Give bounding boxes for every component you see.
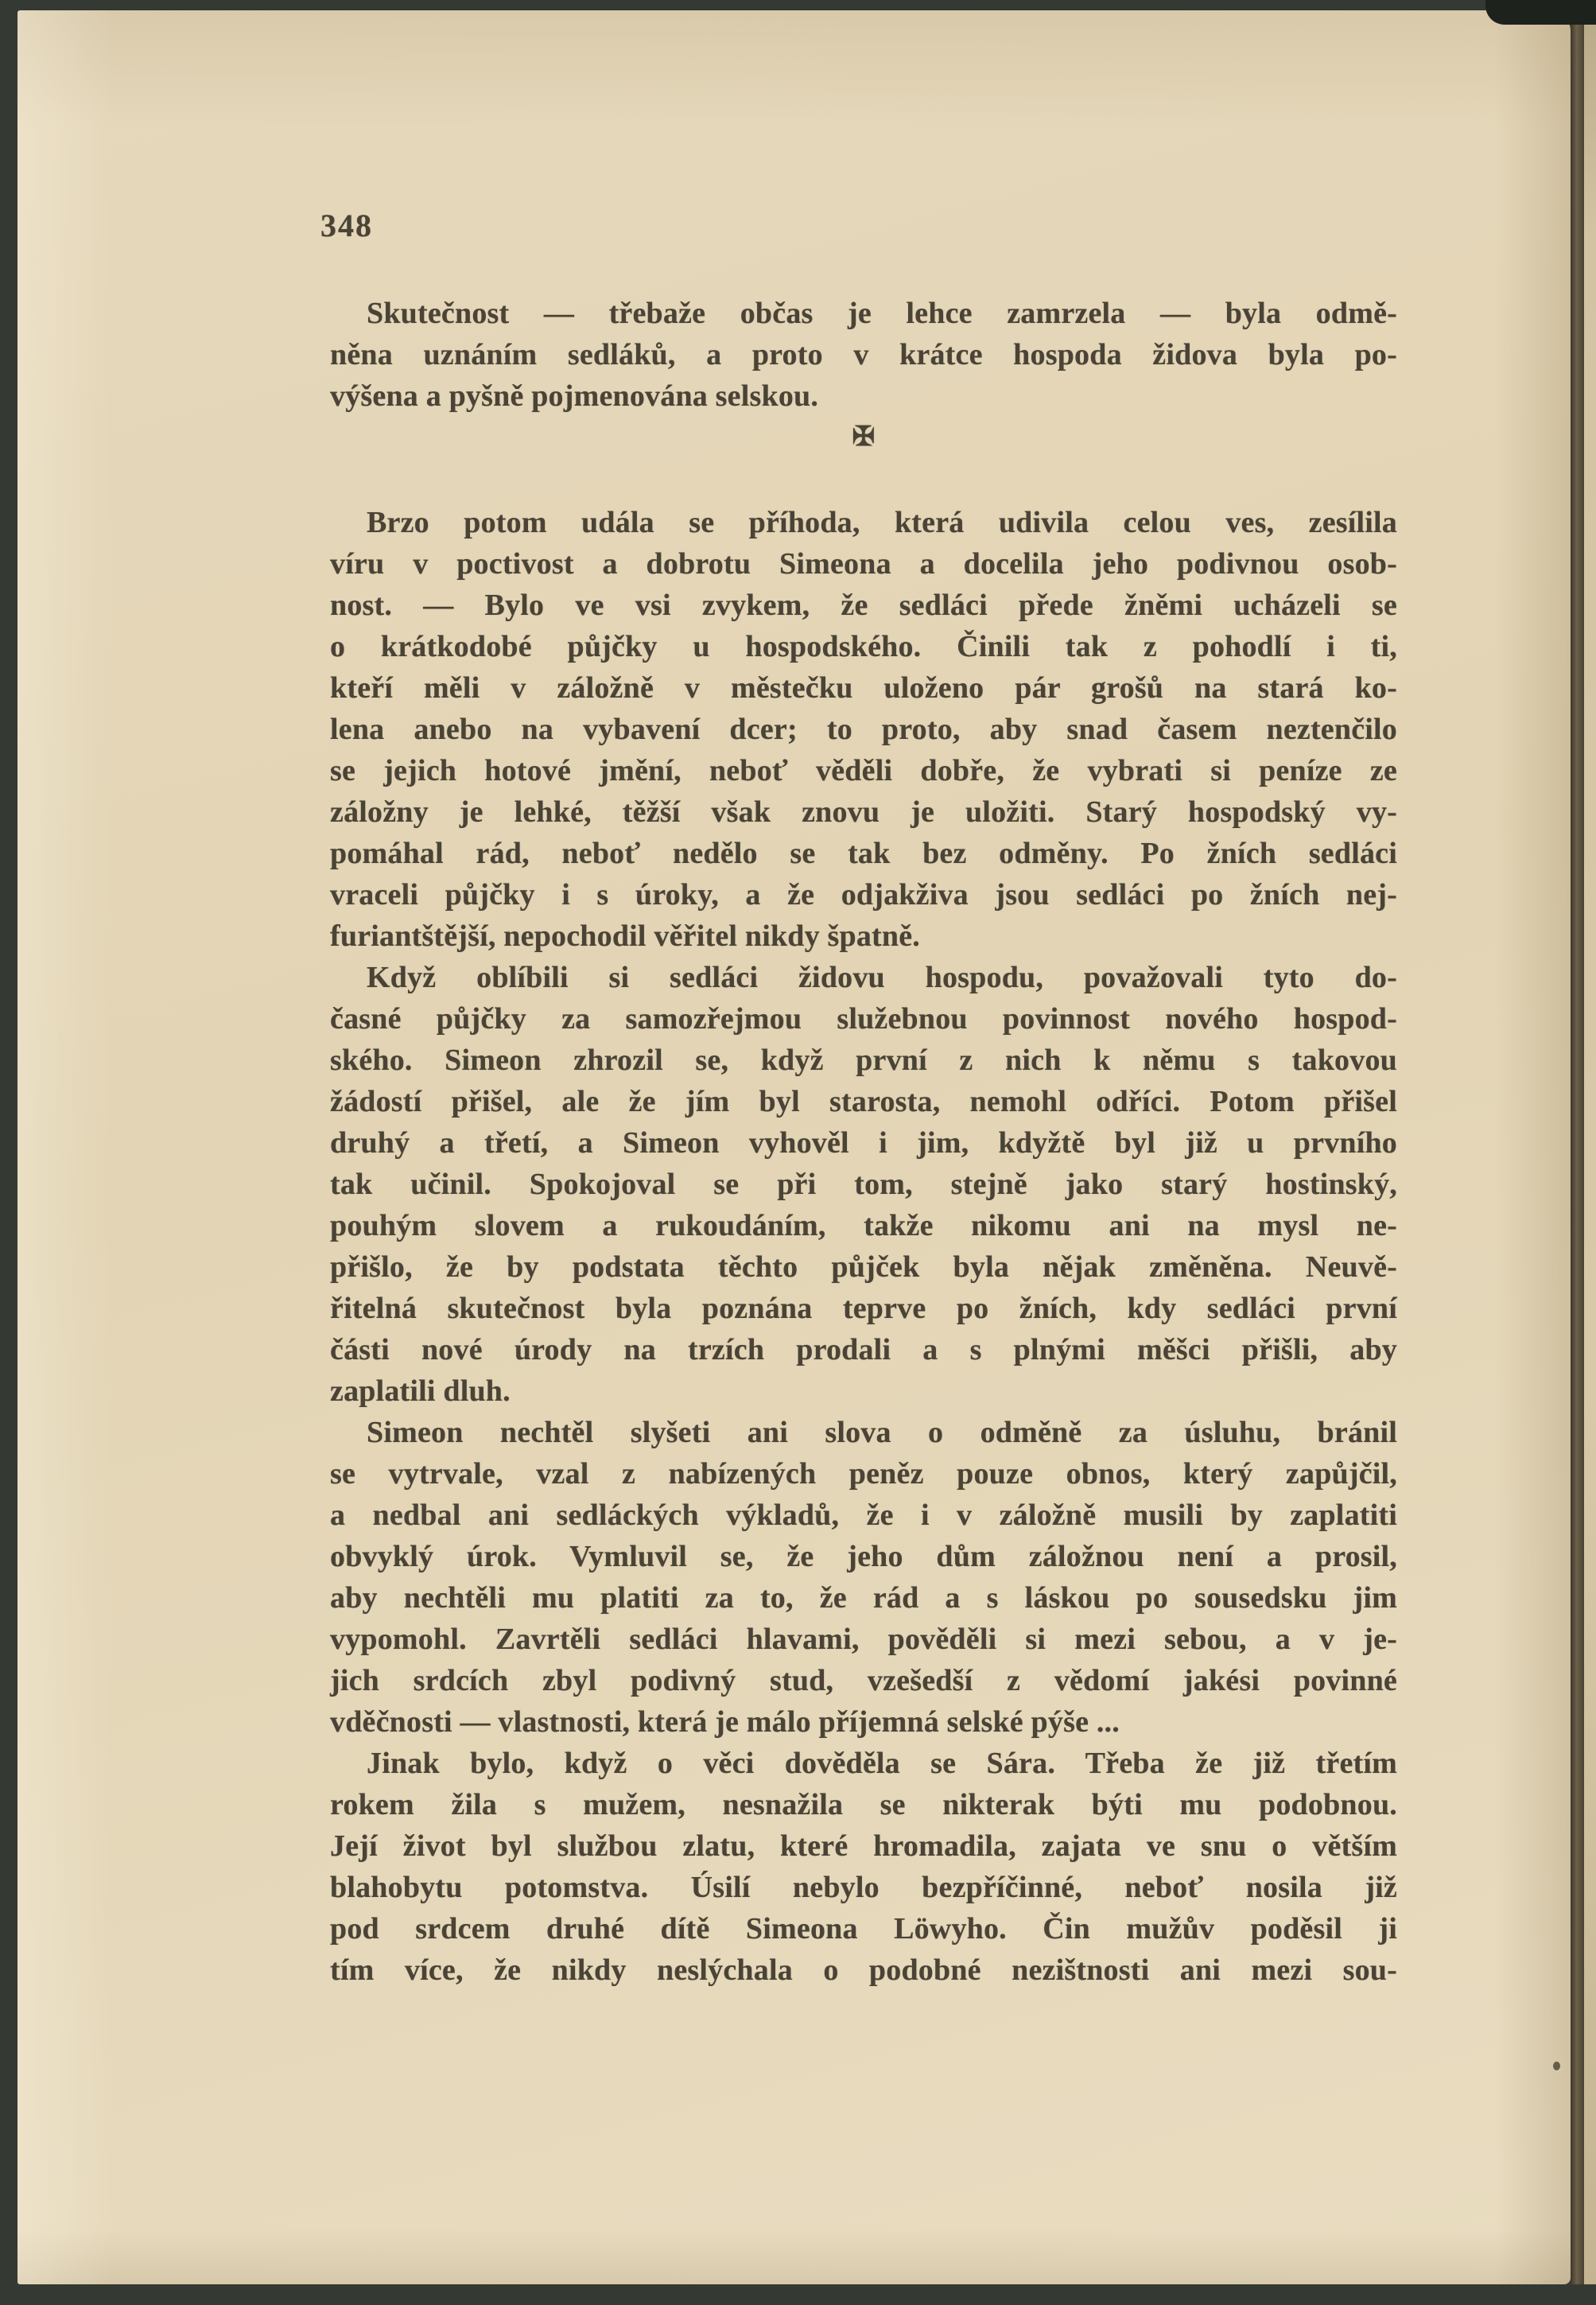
text-line: a nedbal ani sedláckých výkladů, že i v záložně musili by zaplatiti bbox=[330, 1498, 1397, 1532]
text-line: furiantštější, nepochodil věřitel nikdy špatně. bbox=[330, 919, 920, 953]
text-line: nost. — Bylo ve vsi zvykem, že sedláci přede žněmi ucházeli se bbox=[330, 589, 1397, 622]
text-line: řitelná skutečnost byla poznána teprve po žních, kdy sedláci první bbox=[330, 1292, 1397, 1325]
text-line: tak učinil. Spokojoval se při tom, stejně jako starý hostinský, bbox=[330, 1168, 1397, 1201]
text-line: něna uznáním sedláků, a proto v krátce hospoda židova byla po- bbox=[330, 338, 1397, 371]
page-number: 348 bbox=[320, 208, 373, 243]
text-column bbox=[330, 293, 1397, 1991]
text-line: jich srdcích zbyl podivný stud, vzešedší z vědomí jakési povinné bbox=[330, 1664, 1397, 1697]
book-gutter-shadow bbox=[1571, 0, 1584, 2305]
text-line: zaplatili dluh. bbox=[330, 1374, 511, 1408]
text-line: se vytrvale, vzal z nabízených peněz pouze obnos, který zapůjčil, bbox=[330, 1457, 1397, 1491]
scan-edge-top bbox=[0, 0, 1596, 10]
paragraph bbox=[330, 957, 1397, 1412]
paragraph bbox=[330, 293, 1397, 417]
text-line: ského. Simeon zhrozil se, když první z nich k němu s takovou bbox=[330, 1044, 1397, 1077]
text-line: záložny je lehké, těžší však znovu je uložiti. Starý hospodský vy- bbox=[330, 795, 1397, 829]
text-line: pouhým slovem a rukoudáním, takže nikomu ani na mysl ne- bbox=[330, 1209, 1397, 1242]
text-line: Její život byl službou zlatu, které hromadila, zajata ve snu o větším bbox=[330, 1829, 1397, 1863]
text-line: Jinak bylo, když o věci dověděla se Sára. Třeba že již třetím bbox=[367, 1747, 1397, 1780]
paragraph bbox=[330, 502, 1397, 957]
text-line: časné půjčky za samozřejmou služebnou povinnost nového hospod- bbox=[330, 1002, 1397, 1036]
text-line: výšena a pyšně pojmenována selskou. bbox=[330, 379, 819, 413]
text-line: Brzo potom udála se příhoda, která udivila celou ves, zesílila bbox=[367, 506, 1397, 539]
text-line: vraceli půjčky i s úroky, a že odjakživa jsou sedláci po žních nej- bbox=[330, 878, 1397, 912]
text-line: Simeon nechtěl slyšeti ani slova o odměně za úsluhu, bránil bbox=[367, 1416, 1397, 1449]
text-line: vděčnosti — vlastnosti, která je málo příjemná selské pýše ... bbox=[330, 1705, 1120, 1739]
text-line: aby nechtěli mu platiti za to, že rád a s láskou po sousedsku jim bbox=[330, 1581, 1397, 1615]
scan-corner-shadow bbox=[1485, 0, 1596, 25]
text-line: tím více, že nikdy neslýchala o podobné nezištnosti ani mezi sou- bbox=[330, 1953, 1397, 1987]
scan-edge-left bbox=[0, 0, 17, 2305]
text-line: vypomohl. Zavrtěli sedláci hlavami, pověděli si mezi sebou, a v je- bbox=[330, 1623, 1397, 1656]
paragraph bbox=[330, 1743, 1397, 1991]
book-page bbox=[17, 10, 1571, 2284]
text-line: žádostí přišel, ale že jím byl starosta, nemohl odříci. Potom přišel bbox=[330, 1085, 1397, 1118]
ink-speck bbox=[1553, 2062, 1560, 2070]
text-line: Když oblíbili si sedláci židovu hospodu, považovali tyto do- bbox=[367, 961, 1397, 994]
scan-edge-bottom bbox=[0, 2284, 1596, 2305]
text-line: pomáhal rád, neboť nedělo se tak bez odměny. Po žních sedláci bbox=[330, 837, 1397, 870]
text-line: Skutečnost — třebaže občas je lehce zamrzela — byla odmě- bbox=[367, 297, 1397, 330]
section-separator-ornament-icon: ✠ bbox=[852, 422, 876, 452]
next-page-edge bbox=[1584, 0, 1596, 2305]
text-line: lena anebo na vybavení dcer; to proto, aby snad časem neztenčilo bbox=[330, 713, 1397, 746]
text-line: části nové úrody na trzích prodali a s plnými měšci přišli, aby bbox=[330, 1333, 1397, 1366]
text-line: víru v poctivost a dobrotu Simeona a docelila jeho podivnou osob- bbox=[330, 547, 1397, 581]
text-line: kteří měli v záložně v městečku uloženo pár grošů na stará ko- bbox=[330, 671, 1397, 705]
text-line: přišlo, že by podstata těchto půjček byla nějak změněna. Neuvě- bbox=[330, 1250, 1397, 1284]
text-line: obvyklý úrok. Vymluvil se, že jeho dům záložnou není a prosil, bbox=[330, 1540, 1397, 1573]
paragraph bbox=[330, 1412, 1397, 1743]
text-line: pod srdcem druhé dítě Simeona Löwyho. Čin mužův poděsil ji bbox=[330, 1912, 1397, 1945]
text-line: druhý a třetí, a Simeon vyhověl i jim, kdyžtě byl již u prvního bbox=[330, 1126, 1397, 1160]
text-line: rokem žila s mužem, nesnažila se nikterak býti mu podobnou. bbox=[330, 1788, 1397, 1821]
text-line: se jejich hotové jmění, neboť věděli dobře, že vybrati si peníze ze bbox=[330, 754, 1397, 787]
text-line: o krátkodobé půjčky u hospodského. Činili tak z pohodlí i ti, bbox=[330, 630, 1397, 663]
text-line: blahobytu potomstva. Úsilí nebylo bezpříčinné, neboť nosila již bbox=[330, 1871, 1397, 1904]
